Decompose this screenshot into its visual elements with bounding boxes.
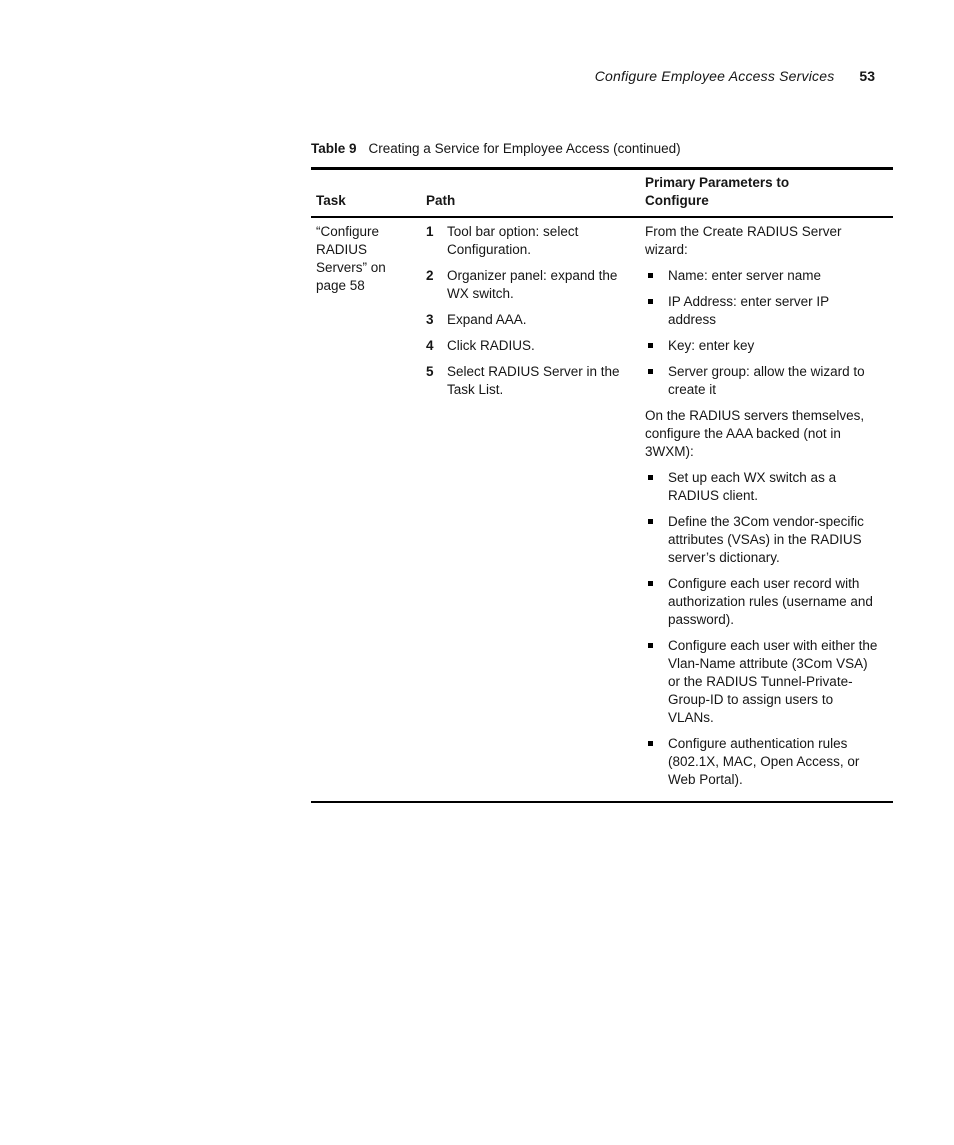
table-caption-label: Table 9 <box>311 141 357 156</box>
bullet-text: Set up each WX switch as a RADIUS client. <box>668 470 837 503</box>
bullet-square-icon <box>645 575 668 586</box>
step-number: 3 <box>426 312 434 327</box>
bullet-text: Server group: allow the wizard to create it <box>668 364 865 397</box>
bullet-square-icon <box>645 267 668 278</box>
path-step <box>426 267 621 303</box>
step-text: Organizer panel: expand the WX switch. <box>447 268 618 301</box>
step-number: 2 <box>426 268 434 283</box>
bullet-square-icon <box>645 469 668 480</box>
table-bottom-rule <box>311 801 893 803</box>
column-header-task: Task <box>316 193 346 208</box>
params-cell <box>645 223 893 797</box>
step-text: Select RADIUS Server in the Task List. <box>447 364 620 397</box>
bullet-square-icon <box>645 513 668 524</box>
table-header-row <box>311 170 893 216</box>
bullet-text: Key: enter key <box>668 338 755 353</box>
bullet-square-icon <box>645 637 668 648</box>
bullet-text: Define the 3Com vendor-specific attributes (VSAs) in the RADIUS server’s dictionary. <box>668 514 864 565</box>
path-step <box>426 337 621 355</box>
page-number: 53 <box>859 68 875 84</box>
bullet-text: Configure each user with either the Vlan-Name attribute (3Com VSA) or the RADIUS Tunnel-Private-Group-ID to assign users to VLANs. <box>668 638 878 725</box>
step-number: 5 <box>426 364 434 379</box>
params-intro-radius: On the RADIUS servers themselves, configure the AAA backed (not in 3WXM): <box>645 408 865 459</box>
bullet-text: Name: enter server name <box>668 268 822 283</box>
list-item <box>645 293 879 329</box>
list-item <box>645 363 879 399</box>
running-header-title: Configure Employee Access Services <box>594 68 835 84</box>
bullet-text: Configure authentication rules (802.1X, MAC, Open Access, or Web Portal). <box>668 736 860 787</box>
bullet-square-icon <box>645 293 668 304</box>
task-cell <box>311 223 426 797</box>
column-header-params: Primary Parameters to Configure <box>645 175 790 208</box>
list-item <box>645 469 879 505</box>
list-item <box>645 267 879 285</box>
table-row <box>311 218 893 801</box>
table-caption-text: Creating a Service for Employee Access (continued) <box>368 141 681 156</box>
bullet-text: Configure each user record with authorization rules (username and password). <box>668 576 873 627</box>
step-text: Tool bar option: select Configuration. <box>447 224 579 257</box>
list-item <box>645 513 879 567</box>
table-caption <box>311 141 893 156</box>
path-step <box>426 223 621 259</box>
path-cell <box>426 223 645 797</box>
bullet-square-icon <box>645 337 668 348</box>
list-item <box>645 575 879 629</box>
running-header <box>0 68 875 84</box>
step-text: Expand AAA. <box>447 312 527 327</box>
bullet-square-icon <box>645 735 668 746</box>
list-item <box>645 337 879 355</box>
path-step <box>426 363 621 399</box>
column-header-path: Path <box>426 193 456 208</box>
params-intro-wizard: From the Create RADIUS Server wizard: <box>645 224 842 257</box>
step-text: Click RADIUS. <box>447 338 535 353</box>
step-number: 1 <box>426 224 434 239</box>
table-9 <box>311 141 893 803</box>
list-item <box>645 637 879 727</box>
step-number: 4 <box>426 338 434 353</box>
bullet-square-icon <box>645 363 668 374</box>
bullet-text: IP Address: enter server IP address <box>668 294 829 327</box>
list-item <box>645 735 879 789</box>
path-step <box>426 311 621 329</box>
task-reference: “Configure RADIUS Servers” on page 58 <box>316 224 386 293</box>
